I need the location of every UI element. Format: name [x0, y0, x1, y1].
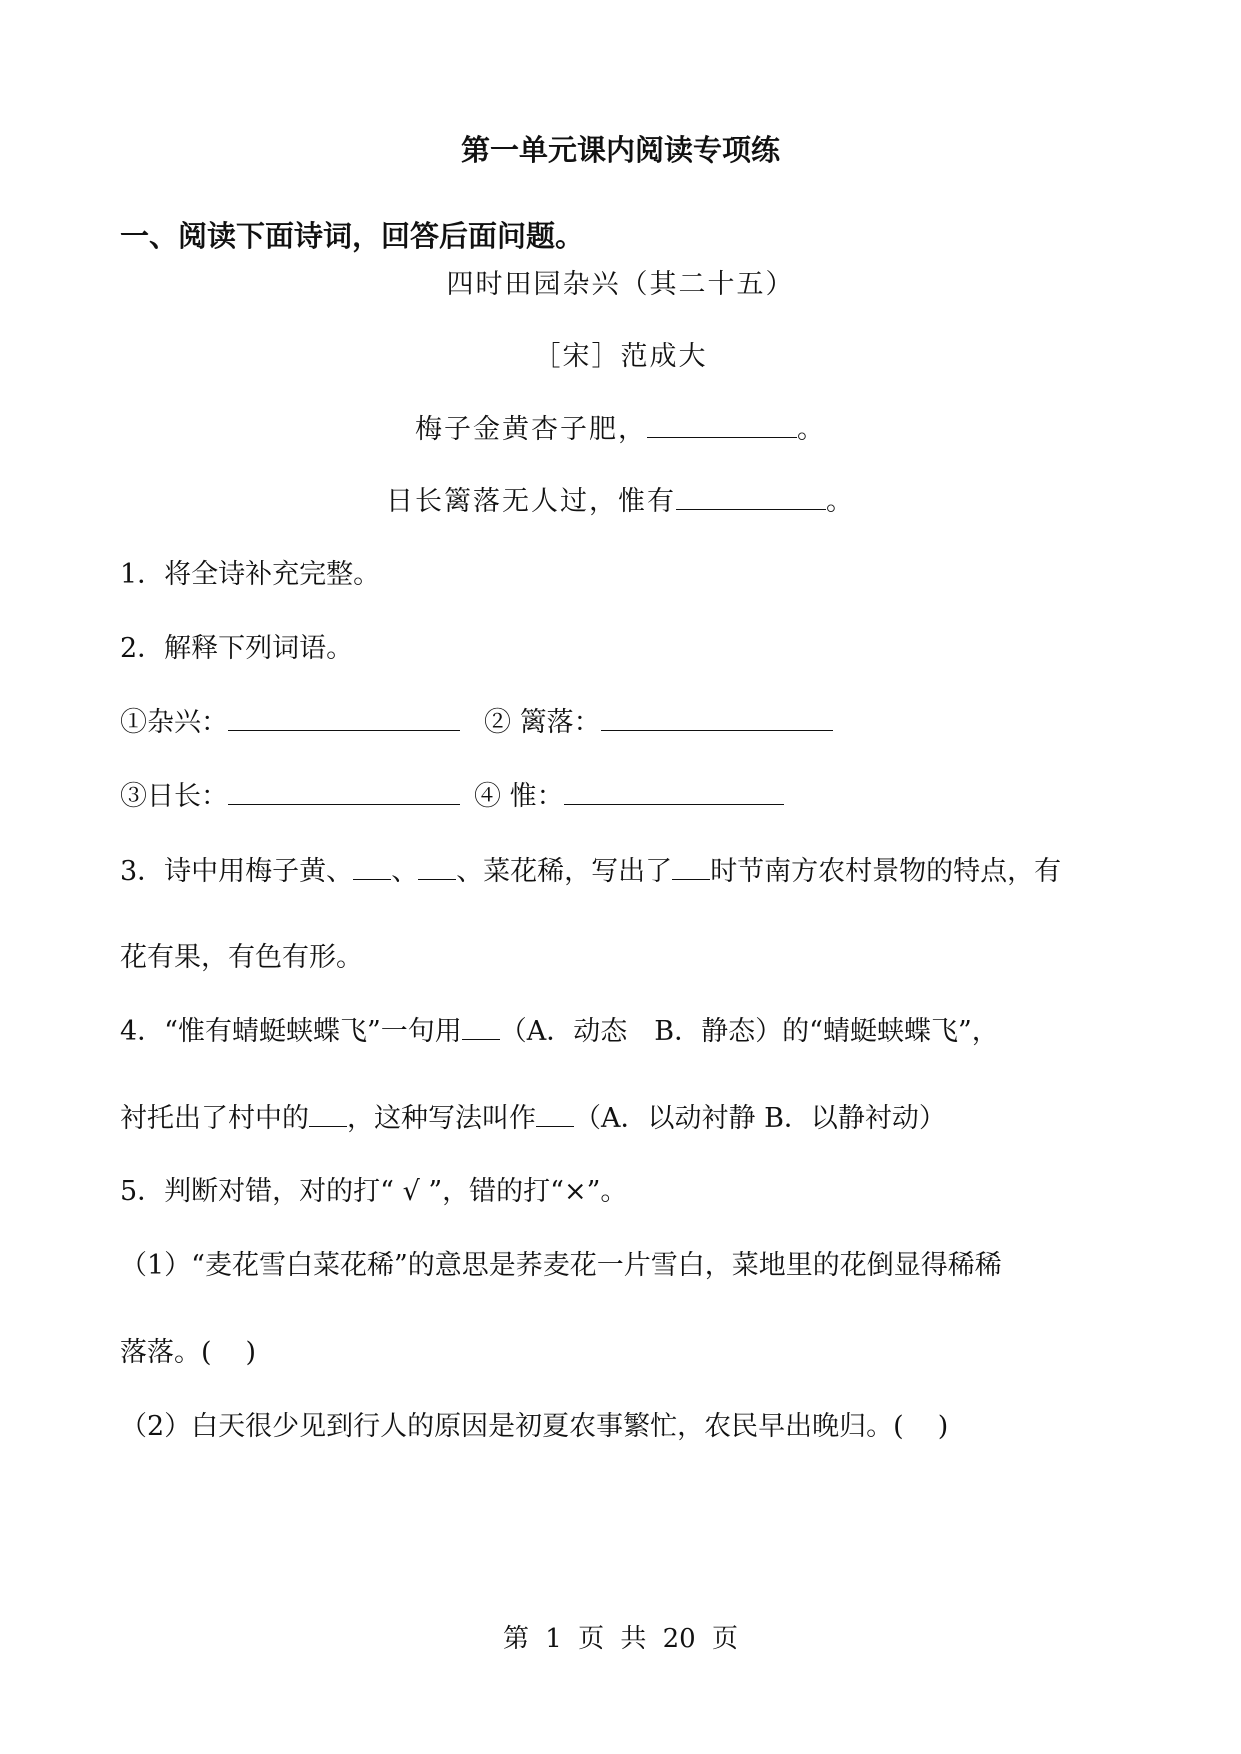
q2-row-2 — [120, 780, 784, 814]
q5-paren-close-1: ) — [245, 1337, 257, 1368]
q2-item-2: ② 篱落： — [484, 707, 601, 738]
page-footer: 第 1 页 共 20 页 — [503, 1624, 738, 1654]
q5-item-1: （1）“麦花雪白菜花稀”的意思是荞麦花一片雪白，菜地里的花倒显得稀稀 — [120, 1250, 1002, 1281]
q3-sep-1: 、 — [391, 856, 419, 887]
poem-line-1-end: 。 — [797, 414, 826, 445]
q2-blank-4[interactable] — [564, 780, 784, 805]
poem-line-1-text: 梅子金黄杏子肥， — [415, 414, 647, 445]
q4-blank-2[interactable] — [309, 1102, 347, 1127]
q4-text-2: （A．动态 B．静态）的“蜻蜓蛱蝶飞”， — [499, 1016, 999, 1047]
question-3 — [120, 855, 1061, 889]
q4-blank-3[interactable] — [536, 1102, 574, 1127]
q3-blank-1[interactable] — [353, 855, 391, 880]
q2-item-1: ①杂兴： — [120, 707, 228, 738]
poem-author: ［宋］范成大 — [533, 341, 708, 372]
q4-blank-1[interactable] — [462, 1015, 500, 1040]
poem-blank-2[interactable] — [676, 485, 826, 510]
q4-text-4: ，这种写法叫作 — [347, 1103, 536, 1134]
q4-text-1: 4．“惟有蜻蜓蛱蝶飞”一句用 — [120, 1016, 462, 1047]
q4-text-5: （A．以动衬静 B．以静衬动） — [574, 1103, 946, 1134]
poem-line-2 — [0, 485, 1241, 519]
q4-text-3: 衬托出了村中的 — [120, 1103, 309, 1134]
question-2: 2．解释下列词语。 — [120, 633, 354, 664]
q5-item-1-line-2 — [120, 1336, 256, 1370]
q3-blank-3[interactable] — [672, 855, 710, 880]
question-3-line-2: 花有果，有色有形。 — [120, 942, 363, 973]
q5-item-2 — [120, 1410, 948, 1444]
page-title: 第一单元课内阅读专项练 — [460, 133, 780, 167]
poem-title: 四时田园杂兴（其二十五） — [446, 269, 795, 300]
question-5: 5．判断对错，对的打“ √ ”，错的打“×”。 — [120, 1176, 628, 1207]
question-4-line-2 — [120, 1102, 946, 1136]
question-4 — [120, 1015, 999, 1049]
q2-item-4: ④ 惟： — [474, 781, 564, 812]
q2-blank-2[interactable] — [601, 706, 833, 731]
q2-row-1 — [120, 706, 833, 740]
q2-blank-1[interactable] — [228, 706, 460, 731]
section-heading: 一、阅读下面诗词，回答后面问题。 — [120, 219, 585, 253]
poem-line-2-text: 日长篱落无人过，惟有 — [386, 486, 676, 517]
q2-blank-3[interactable] — [228, 780, 460, 805]
q3-text-1: 3．诗中用梅子黄、 — [120, 856, 354, 887]
question-1: 1．将全诗补充完整。 — [120, 559, 381, 590]
poem-blank-1[interactable] — [647, 413, 797, 438]
poem-line-2-end: 。 — [826, 486, 855, 517]
q3-text-2: 、菜花稀，写出了 — [456, 856, 673, 887]
q5-paren-close-2: ) — [937, 1411, 949, 1442]
q2-item-3: ③日长： — [120, 781, 228, 812]
q3-blank-2[interactable] — [418, 855, 456, 880]
q5-item-1-text: 落落。( — [120, 1337, 212, 1368]
q3-text-3: 时节南方农村景物的特点，有 — [710, 856, 1062, 887]
poem-line-1 — [0, 413, 1241, 447]
q5-item-2-text: （2）白天很少见到行人的原因是初夏农事繁忙，农民早出晚归。( — [120, 1411, 904, 1442]
